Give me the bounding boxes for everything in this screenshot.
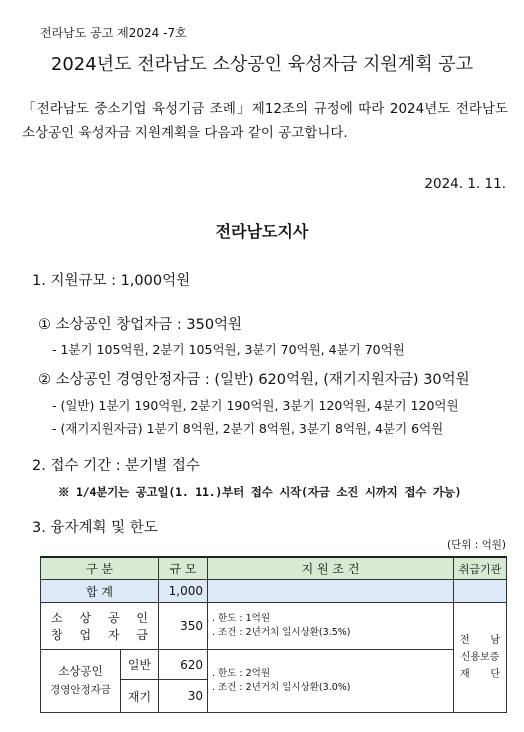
section-2-heading: 2. 접수 기간 : 분기별 접수 <box>32 458 200 474</box>
announcement-date: 2024. 1. 11. <box>424 176 506 192</box>
header-scale: 규 모 <box>159 557 208 580</box>
intro-paragraph: 「전라남도 중소기업 육성기금 조례」제12조의 규정에 따라 2024년도 전라남도 소상공인 육성자금 지원계획을 다음과 같이 공고합니다. <box>22 101 508 141</box>
stability-label-line1: 소상공인 <box>58 664 103 678</box>
stability-fund-item: ② 소상공인 경영안정자금 : (일반) 620억원, (재기지원자금) 30억원 <box>38 372 470 388</box>
total-row <box>41 580 507 603</box>
total-agency <box>454 580 507 603</box>
total-label: 합 계 <box>41 580 159 603</box>
stability-fund-general-detail: - (일반) 1분기 190억원, 2분기 190억원, 3분기 120억원, 4분기 120억원 <box>52 398 459 413</box>
startup-value: 350 <box>159 603 208 650</box>
startup-label-line2: 창 업 자 금 <box>51 628 148 642</box>
header-agency: 취급기관 <box>454 557 507 580</box>
section-2-note: ※ 1/4분기는 공고일(1. 11.)부터 접수 시작(자금 소진 시까지 접수 가능) <box>58 485 462 499</box>
stability-label-line2: 경영안정자금 <box>50 684 111 696</box>
unit-label: (단위 : 억원) <box>447 539 506 551</box>
stability-general-label: 일반 <box>121 650 159 680</box>
startup-conditions <box>208 603 454 650</box>
stability-fund-recovery-detail: - (재기지원자금) 1분기 8억원, 2분기 8억원, 3분기 8억원, 4분기 6억원 <box>52 421 444 436</box>
startup-fund-item: ① 소상공인 창업자금 : 350억원 <box>38 317 243 333</box>
startup-fund-detail: - 1분기 105억원, 2분기 105억원, 3분기 70억원, 4분기 70억원 <box>52 342 405 357</box>
header-category: 구 분 <box>41 557 159 580</box>
issuer: 전라남도지사 <box>215 222 309 241</box>
total-value: 1,000 <box>159 580 208 603</box>
startup-cond-limit: . 한도 : 1억원 <box>212 613 271 624</box>
agency-line1: 전 남 <box>460 635 500 646</box>
page-title: 2024년도 전라남도 소상공인 육성자금 지원계획 공고 <box>50 54 474 75</box>
stability-recovery-value: 30 <box>159 680 208 713</box>
startup-label <box>41 603 159 650</box>
table-header-row <box>41 557 507 580</box>
stability-recovery-label: 재기 <box>121 680 159 713</box>
loan-plan-table <box>40 556 507 713</box>
document-number: 전라남도 공고 제2024 -7호 <box>40 26 187 40</box>
stability-cond-terms: . 조건 : 2년거치 일시상환(3.0%) <box>212 682 351 693</box>
section-1-heading: 1. 지원규모 : 1,000억원 <box>32 273 191 289</box>
startup-cond-terms: . 조건 : 2년거치 일시상환(3.5%) <box>212 627 351 638</box>
stability-conditions <box>208 650 454 713</box>
header-conditions: 지 원 조 건 <box>208 557 454 580</box>
section-3-heading: 3. 융자계획 및 한도 <box>32 520 158 536</box>
stability-general-row <box>41 650 507 680</box>
startup-label-line1: 소 상 공 인 <box>51 611 148 625</box>
stability-cond-limit: . 한도 : 2억원 <box>212 668 271 679</box>
agency-line2: 신용보증 <box>460 652 500 663</box>
total-conditions <box>208 580 454 603</box>
stability-general-value: 620 <box>159 650 208 680</box>
startup-row <box>41 603 507 650</box>
agency-cell <box>454 603 507 713</box>
agency-line3: 재 단 <box>460 669 500 680</box>
stability-label <box>41 650 121 713</box>
